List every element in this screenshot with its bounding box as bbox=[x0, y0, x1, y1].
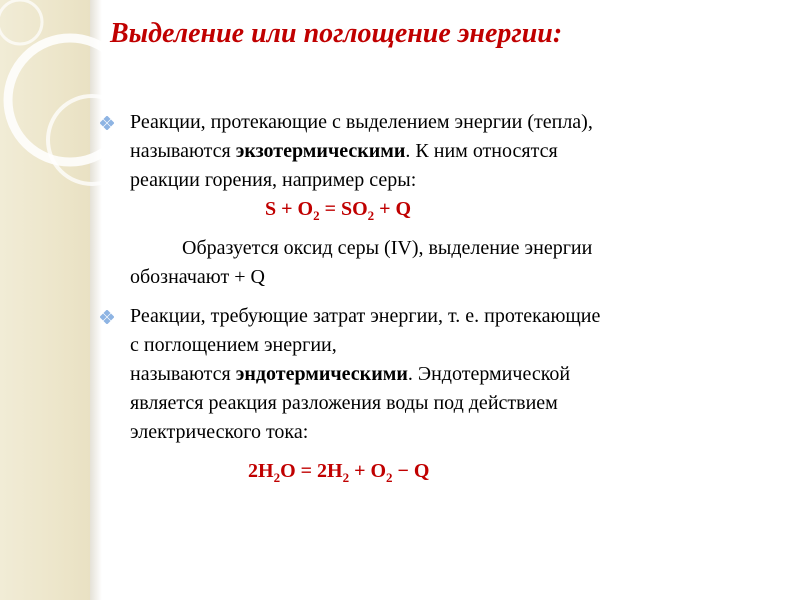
diamond-bullet-icon bbox=[100, 310, 114, 324]
text-fragment: называются bbox=[130, 363, 236, 385]
eq-part: O = 2H bbox=[280, 460, 343, 482]
eq-subscript: 2 bbox=[386, 470, 393, 485]
term-endothermic: эндотермическими bbox=[235, 363, 408, 385]
slide-content bbox=[100, 108, 780, 486]
text-line: Реакции, протекающие с выделением энергии (тепла), bbox=[130, 111, 593, 133]
equation-sulfur-combustion bbox=[100, 195, 780, 224]
text-line: электрического тока: bbox=[130, 421, 309, 443]
text-line: Реакции, требующие затрат энергии, т. е. протекающие bbox=[130, 305, 601, 327]
eq-subscript: 2 bbox=[367, 208, 375, 223]
slide-title: Выделение или поглощение энергии: bbox=[110, 18, 563, 49]
equation-water-decomposition bbox=[100, 457, 780, 486]
diamond-bullet-icon bbox=[100, 116, 114, 130]
eq-part: 2H bbox=[248, 460, 274, 482]
eq-part: + O bbox=[349, 460, 387, 482]
text-fragment: . Эндотермической bbox=[407, 363, 571, 385]
text-fragment: . К ним относятся bbox=[405, 140, 558, 162]
eq-part: S + O bbox=[265, 198, 314, 220]
text-line: с поглощением энергии, bbox=[130, 334, 337, 356]
eq-subscript: 2 bbox=[273, 470, 281, 485]
bullet-item-endothermic bbox=[100, 302, 780, 447]
term-exothermic: экзотермическими bbox=[235, 140, 406, 162]
eq-part: = SO bbox=[319, 198, 368, 220]
note-line: Образуется оксид серы (IV), выделение энергии bbox=[182, 237, 593, 259]
text-line bbox=[130, 360, 780, 389]
text-line: является реакция разложения воды под действием bbox=[130, 392, 558, 414]
note-line: обозначают + Q bbox=[130, 266, 265, 288]
eq-subscript: 2 bbox=[313, 208, 320, 223]
eq-part: + Q bbox=[374, 198, 412, 220]
text-fragment: называются bbox=[130, 140, 236, 162]
text-line: реакции горения, например серы: bbox=[130, 169, 417, 191]
eq-part: − Q bbox=[392, 460, 430, 482]
note-block bbox=[100, 234, 780, 292]
text-line bbox=[130, 137, 780, 166]
eq-subscript: 2 bbox=[342, 470, 350, 485]
bullet-item-exothermic bbox=[100, 108, 780, 195]
